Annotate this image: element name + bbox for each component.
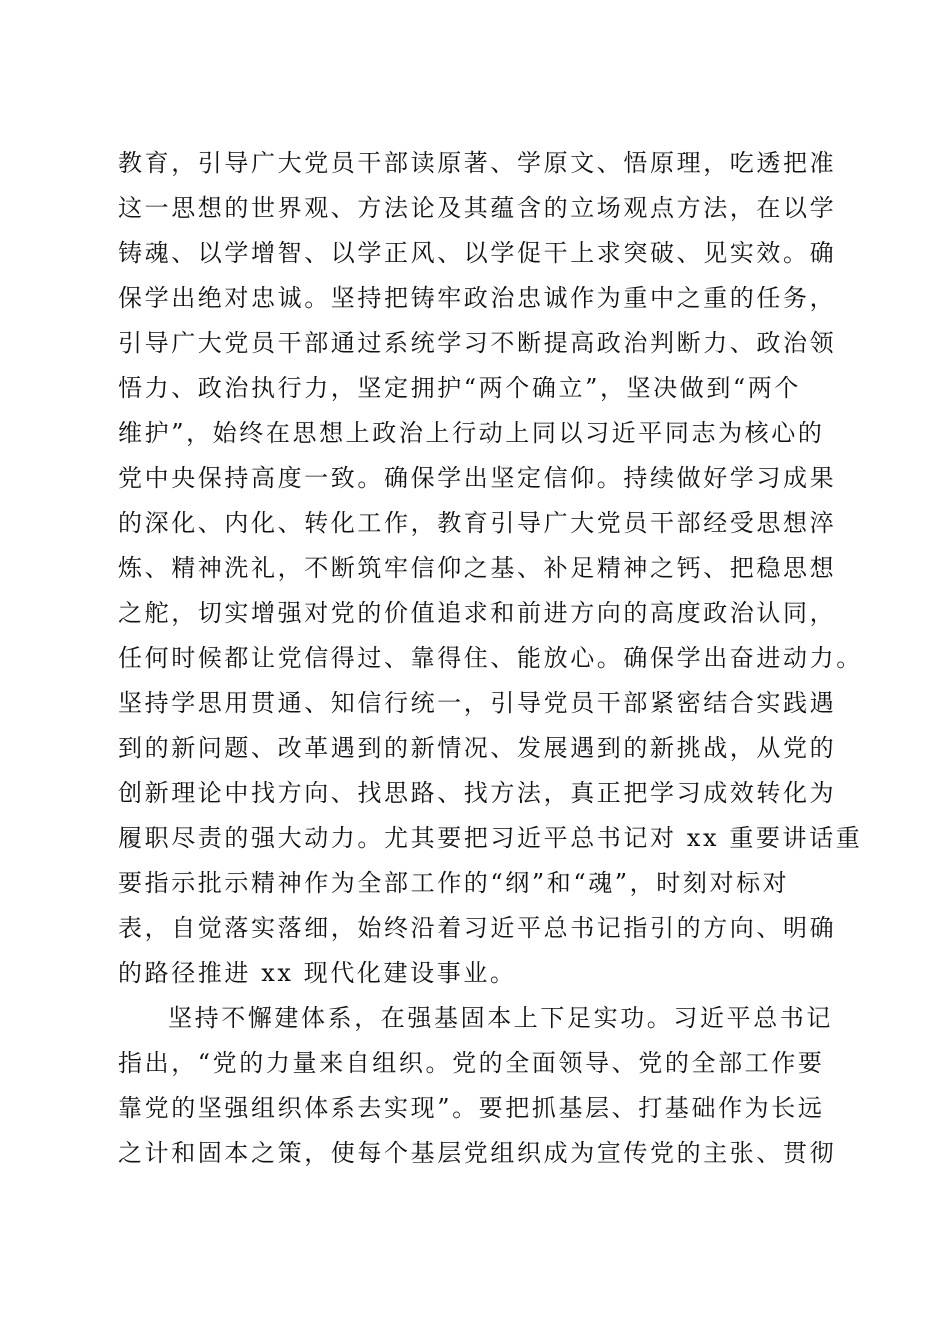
- paragraph-line: 维护”，始终在思想上政治上行动上同以习近平同志为核心的: [118, 419, 825, 447]
- paragraph-line: 创新理论中找方向、找思路、找方法，真正把学习成效转化为: [118, 779, 837, 807]
- paragraph-line: 引导广大党员干部通过系统学习不断提高政治判断力、政治领: [118, 329, 837, 357]
- paragraph-line: 坚持学思用贯通、知信行统一，引导党员干部紧密结合实践遇: [118, 689, 837, 717]
- paragraph-line: 教育，引导广大党员干部读原著、学原文、悟原理，吃透把准: [118, 149, 837, 177]
- paragraph-line: 到的新问题、改革遇到的新情况、发展遇到的新挑战，从党的: [118, 734, 837, 762]
- paragraph-line: 的深化、内化、转化工作，教育引导广大党员干部经受思想淬: [118, 509, 837, 537]
- paragraph-line: 任何时候都让党信得过、靠得住、能放心。确保学出奋进动力。: [118, 644, 863, 672]
- paragraph-line: 悟力、政治执行力，坚定拥护“两个确立”，坚决做到“两个: [118, 374, 802, 402]
- paragraph-line: 指出，“党的力量来自组织。党的全面领导、党的全部工作要: [118, 1049, 825, 1077]
- paragraph-line: 的路径推进 xx 现代化建设事业。: [118, 959, 517, 987]
- paragraph-first-line: 坚持不懈建体系，在强基固本上下足实功。习近平总书记: [168, 1004, 833, 1032]
- paragraph-line: 炼、精神洗礼，不断筑牢信仰之基、补足精神之钙、把稳思想: [118, 554, 837, 582]
- paragraph-line: 履职尽责的强大动力。尤其要把习近平总书记对 xx 重要讲话重: [118, 824, 863, 852]
- paragraph-line: 铸魂、以学增智、以学正风、以学促干上求突破、见实效。确: [118, 239, 837, 267]
- body-text: [118, 141, 863, 1176]
- paragraph-line: 之舵，切实增强对党的价值追求和前进方向的高度政治认同，: [118, 599, 837, 627]
- paragraph-line: 表，自觉落实落细，始终沿着习近平总书记指引的方向、明确: [118, 914, 837, 942]
- paragraph-line: 保学出绝对忠诚。坚持把铸牢政治忠诚作为重中之重的任务，: [118, 284, 837, 312]
- paragraph-line: 这一思想的世界观、方法论及其蕴含的立场观点方法，在以学: [118, 194, 837, 222]
- paragraph-line: 之计和固本之策，使每个基层党组织成为宣传党的主张、贯彻: [118, 1139, 837, 1167]
- paragraph-line: 靠党的坚强组织体系去实现”。要把抓基层、打基础作为长远: [118, 1094, 825, 1122]
- paragraph-line: 党中央保持高度一致。确保学出坚定信仰。持续做好学习成果: [118, 464, 837, 492]
- paragraph-line: 要指示批示精神作为全部工作的“纲”和“魂”，时刻对标对: [118, 869, 790, 897]
